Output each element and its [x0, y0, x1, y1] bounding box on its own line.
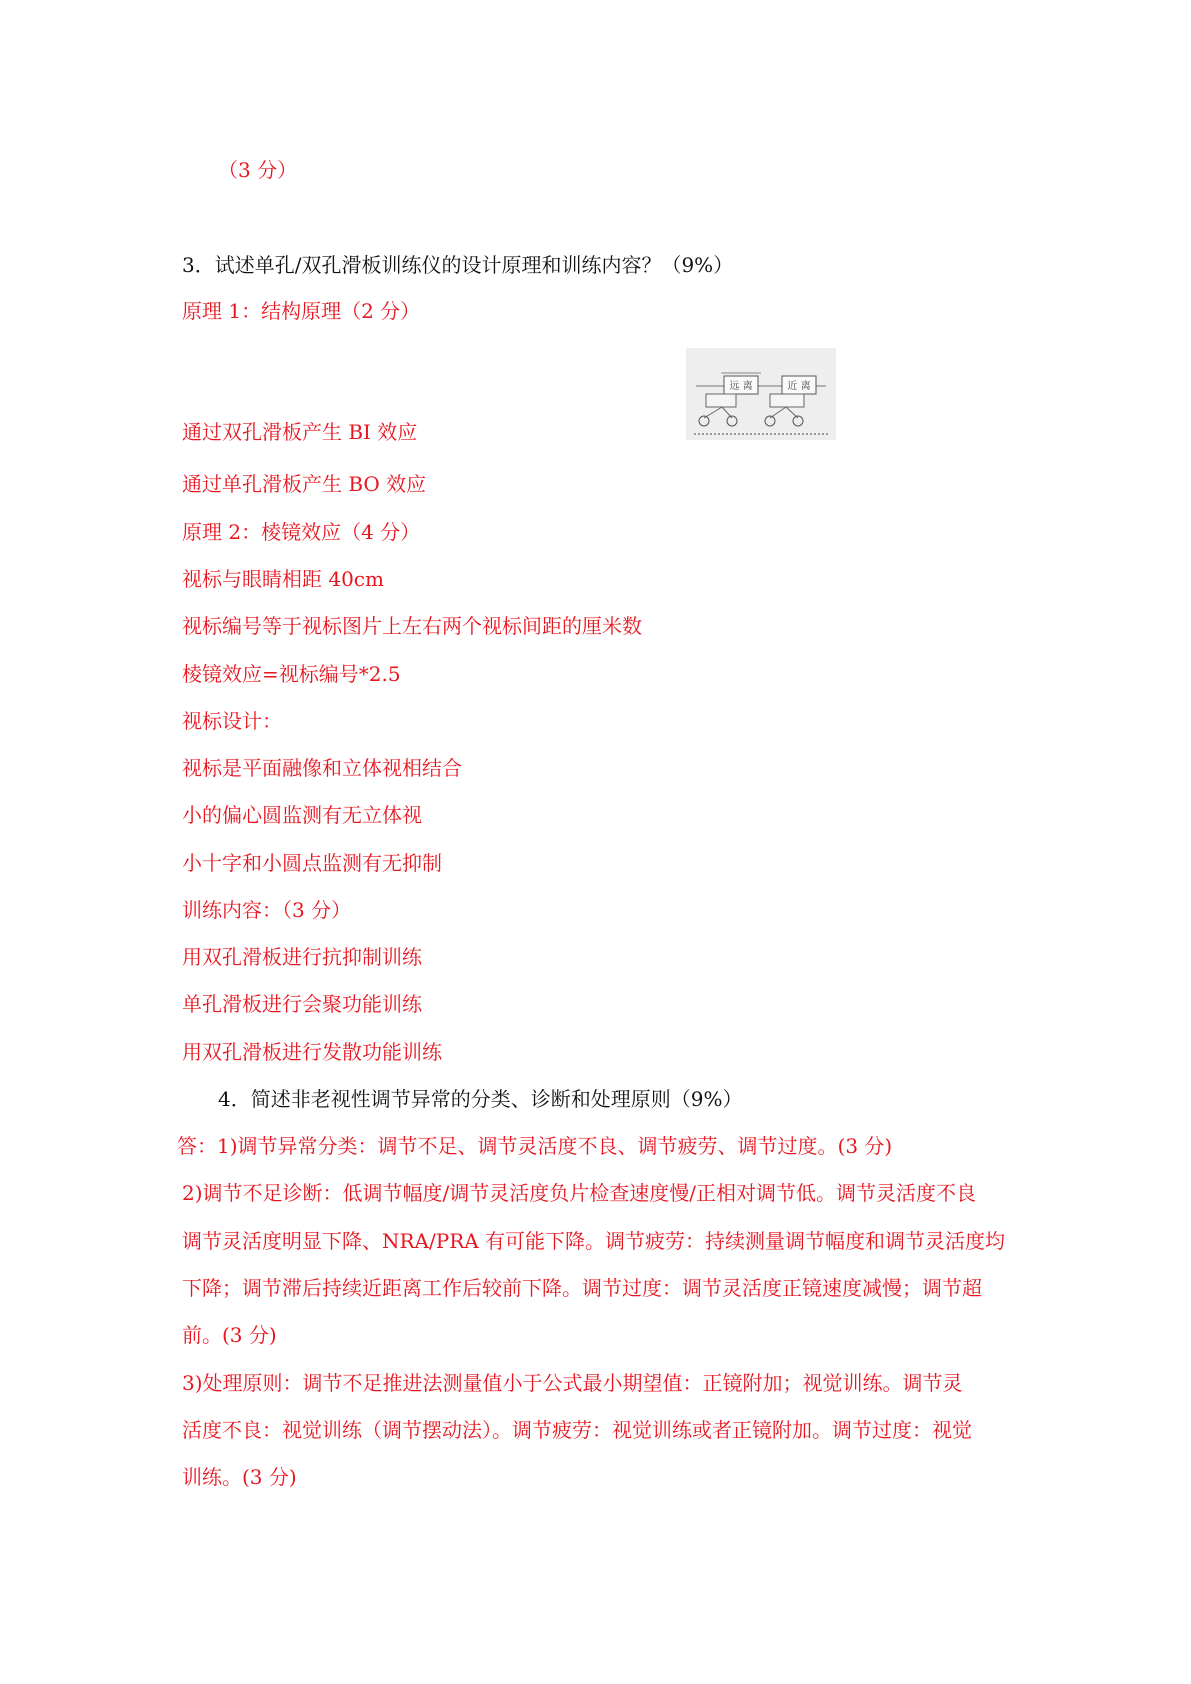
answer-treatment-line-2: 活度不良：视觉训练（调节摆动法）。调节疲劳：视觉训练或者正镜附加。调节过度：视觉 — [182, 1418, 972, 1442]
design-item-2: 小的偏心圆监测有无立体视 — [182, 803, 422, 827]
prism-formula: 棱镜效应=视标编号*2.5 — [182, 662, 401, 686]
target-distance: 视标与眼睛相距 40cm — [182, 567, 384, 591]
score-top: （3 分） — [218, 158, 298, 182]
target-design: 视标设计： — [182, 709, 282, 733]
target-number: 视标编号等于视标图片上左右两个视标间距的厘米数 — [182, 614, 642, 638]
answer-diagnosis-line-1: 2)调节不足诊断：低调节幅度/调节灵活度负片检查速度慢/正相对调节低。调节灵活度不良 — [182, 1181, 977, 1205]
training-item-3: 用双孔滑板进行发散功能训练 — [182, 1040, 442, 1064]
training-content: 训练内容：（3 分） — [182, 898, 352, 922]
slide-diagram — [686, 348, 836, 440]
slide-diagram-figure — [686, 348, 836, 440]
design-item-1: 视标是平面融像和立体视相结合 — [182, 756, 462, 780]
design-item-3: 小十字和小圆点监测有无抑制 — [182, 851, 442, 875]
training-item-2: 单孔滑板进行会聚功能训练 — [182, 992, 422, 1016]
training-item-1: 用双孔滑板进行抗抑制训练 — [182, 945, 422, 969]
answer-diagnosis-line-3: 下降；调节滞后持续近距离工作后较前下降。调节过度：调节灵活度正镜速度减慢；调节超 — [182, 1276, 982, 1300]
principle-1: 原理 1：结构原理（2 分） — [182, 299, 421, 323]
bo-effect: 通过单孔滑板产生 BO 效应 — [182, 472, 427, 496]
answer-treatment-line-1: 3)处理原则：调节不足推进法测量值小于公式最小期望值：正镜附加；视觉训练。调节灵 — [182, 1371, 963, 1395]
answer-diagnosis-line-4: 前。(3 分) — [182, 1323, 277, 1347]
answer-diagnosis-line-2: 调节灵活度明显下降、NRA/PRA 有可能下降。调节疲劳：持续测量调节幅度和调节灵活度均 — [182, 1229, 1006, 1253]
question-4: 4．简述非老视性调节异常的分类、诊断和处理原则（9%） — [218, 1087, 743, 1111]
right-diagram-label: 近 离 — [787, 381, 811, 392]
bi-effect: 通过双孔滑板产生 BI 效应 — [182, 420, 418, 444]
answer-treatment-line-3: 训练。(3 分) — [182, 1465, 297, 1489]
left-diagram-label: 远 离 — [729, 381, 753, 392]
principle-2: 原理 2：棱镜效应（4 分） — [182, 520, 421, 544]
question-3: 3．试述单孔/双孔滑板训练仪的设计原理和训练内容？（9%） — [182, 253, 734, 277]
answer-classification: 答：1)调节异常分类：调节不足、调节灵活度不良、调节疲劳、调节过度。(3 分) — [177, 1134, 893, 1158]
